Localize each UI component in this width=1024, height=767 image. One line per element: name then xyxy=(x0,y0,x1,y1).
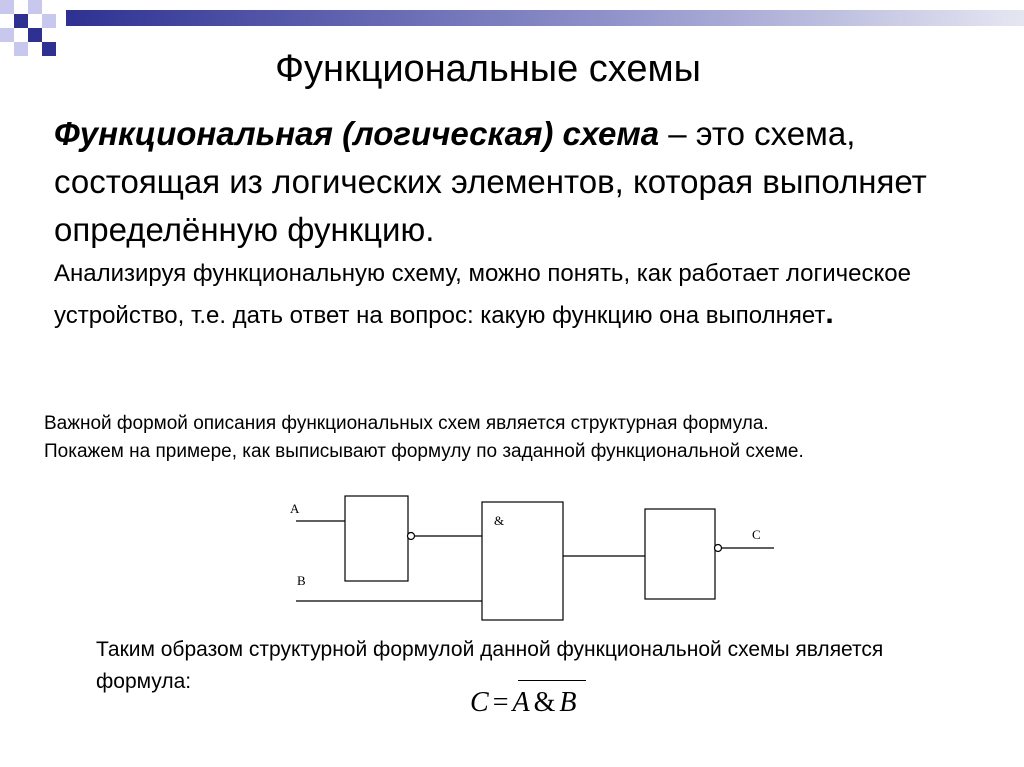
intro-line-2: Покажем на примере, как выписывают формулу по заданной функциональной схеме. xyxy=(44,441,804,462)
formula-b: B xyxy=(559,687,577,718)
structural-formula xyxy=(470,686,576,720)
not-gate-2-bubble xyxy=(715,545,722,552)
formula-and: & xyxy=(533,687,556,718)
deco-square xyxy=(28,0,42,14)
output-c-label: C xyxy=(752,527,761,542)
analysis-paragraph xyxy=(54,254,954,336)
intro-line-1: Важной формой описания функциональных схем является структурная формула. xyxy=(44,413,769,434)
deco-square xyxy=(14,14,28,28)
input-a-label: A xyxy=(290,501,300,516)
not-gate-1-bubble xyxy=(408,533,415,540)
conclusion-paragraph: Таким образом структурной формулой данной функциональной схемы является формула: xyxy=(96,638,884,693)
and-gate-symbol: & xyxy=(494,513,505,528)
definition-term: Функциональная (логическая) схема xyxy=(54,115,660,152)
deco-square xyxy=(28,28,42,42)
intro-paragraph xyxy=(44,410,984,466)
deco-square xyxy=(42,14,56,28)
definition-paragraph xyxy=(54,110,954,254)
deco-square xyxy=(0,28,14,42)
deco-bar xyxy=(66,10,1024,26)
analysis-end: . xyxy=(825,297,834,330)
formula-overbar xyxy=(518,680,586,681)
circuit-diagram xyxy=(270,485,790,625)
slide-title: Функциональные схемы xyxy=(275,48,701,90)
definition-text: – это схема, состоящая из логических элементов, которая выполняет определённую функцию. xyxy=(54,115,927,248)
formula-equals: = xyxy=(492,687,509,718)
formula-a: A xyxy=(512,687,530,718)
not-gate-2 xyxy=(645,509,715,599)
deco-square xyxy=(0,0,14,14)
formula-lhs: C xyxy=(470,687,489,718)
analysis-text: Анализируя функциональную схему, можно понять, как работает логическое устройство, т.е. дать ответ на вопрос: какую функцию она выполняет xyxy=(54,260,911,329)
input-b-label: B xyxy=(297,573,306,588)
not-gate-1 xyxy=(345,496,408,581)
